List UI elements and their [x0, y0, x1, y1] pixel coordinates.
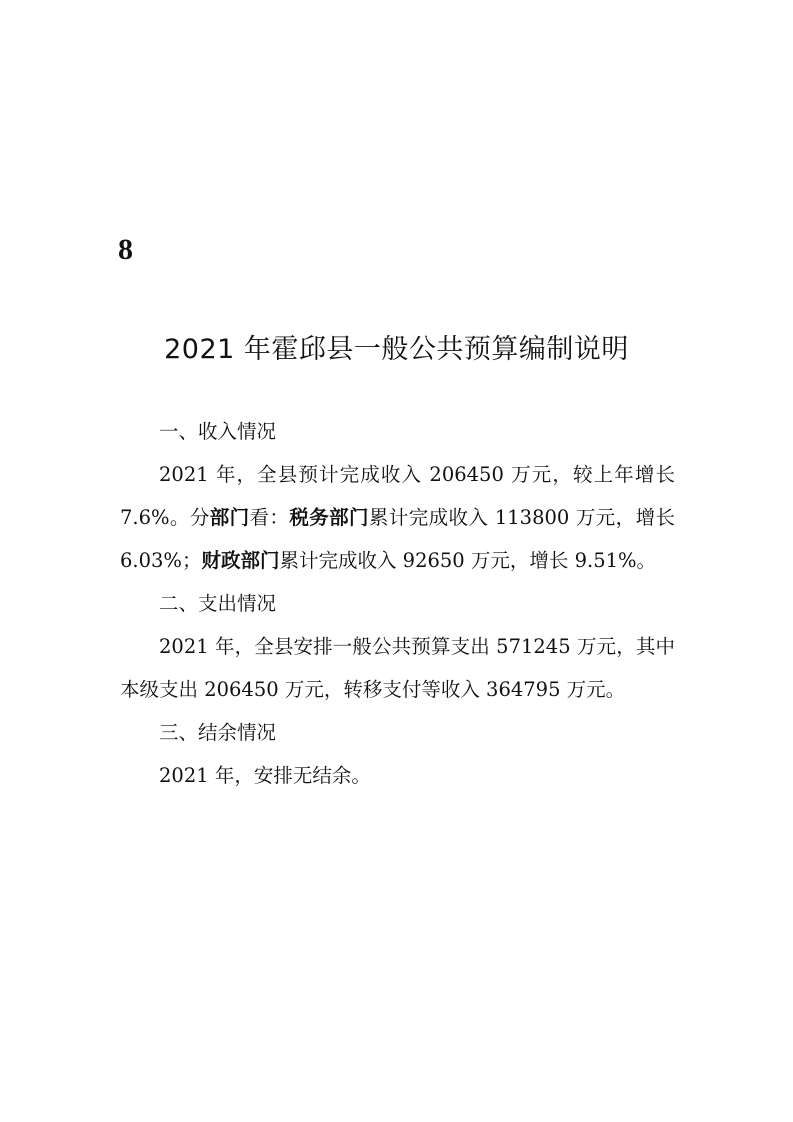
- page-number: 8: [118, 233, 133, 266]
- document-title: 2021 年霍邱县一般公共预算编制说明: [164, 334, 629, 365]
- expense-heading: 二、支出情况: [159, 592, 277, 615]
- surplus-heading: 三、结余情况: [159, 721, 277, 744]
- income-text-part-3: 累计完成收入 113800 万元，增长 6.03%；: [120, 506, 675, 572]
- document-body: [120, 410, 675, 797]
- tax-department-label: 税务部门: [289, 506, 369, 529]
- surplus-paragraph: 2021 年，安排无结余。: [159, 764, 371, 787]
- finance-department-label: 财政部门: [201, 549, 280, 572]
- department-label: 部门: [209, 506, 250, 529]
- income-paragraph: [120, 453, 675, 582]
- income-text-part-1: 2021 年，全县预计完成收入 206450 万元，较上年增长 7.6%。分: [120, 463, 675, 529]
- income-heading: 一、收入情况: [159, 420, 277, 443]
- income-text-part-2: 看：: [249, 506, 290, 529]
- expense-paragraph: 2021 年，全县安排一般公共预算支出 571245 万元，其中本级支出 206450 万元，转移支付等收入 364795 万元。: [120, 635, 675, 701]
- income-text-part-4: 累计完成收入 92650 万元，增长 9.51%。: [279, 549, 657, 572]
